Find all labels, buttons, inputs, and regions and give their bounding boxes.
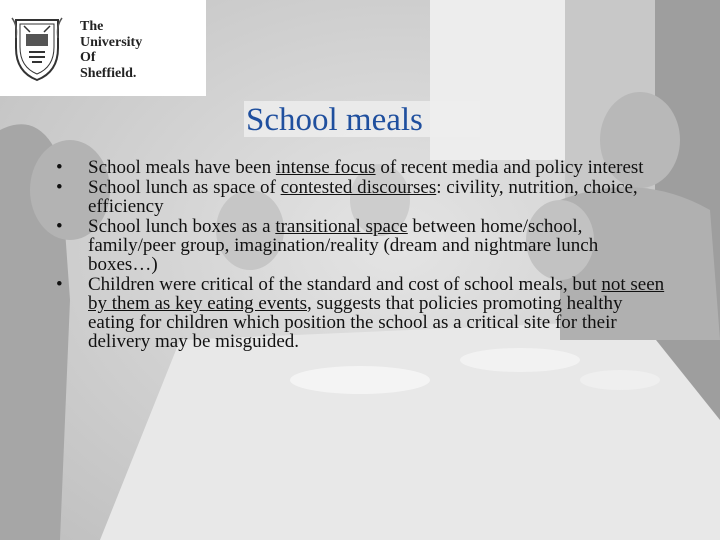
- bullet-icon: •: [56, 157, 63, 178]
- bullet-icon: •: [56, 216, 63, 237]
- bullet-icon: •: [56, 274, 63, 295]
- bullet-item: [56, 158, 666, 177]
- logo-line: Of: [80, 50, 96, 65]
- bullet-item: [56, 217, 666, 274]
- bullet-icon: •: [56, 177, 63, 198]
- logo-line: The: [80, 19, 104, 34]
- bullet-underlined-text: intense focus: [275, 157, 376, 178]
- bullet-list: [56, 158, 666, 352]
- slide-title: School meals: [246, 102, 423, 138]
- bullet-text: , suggests that policies promoting healthy eating for children which position the school as a critical site for their delivery may be misguided.: [88, 293, 623, 352]
- bullet-text: School lunch boxes as a: [88, 216, 276, 237]
- bullet-text: : civility, nutrition, choice, efficiency: [88, 177, 638, 217]
- university-name: [80, 19, 142, 81]
- bullet-text: School lunch as space of: [88, 177, 281, 198]
- university-crest-icon: [10, 14, 64, 84]
- bullet-text: Children were critical of the standard and cost of school meals, but: [88, 274, 602, 295]
- bullet-text: of recent media and policy interest: [375, 157, 644, 178]
- bullet-text: School meals have been: [88, 157, 276, 178]
- bullet-underlined-text: contested discourses: [280, 177, 437, 198]
- bullet-text: between home/school, family/peer group, imagination/reality (dream and nightmare lunch boxes…): [88, 216, 599, 275]
- bullet-item: [56, 275, 666, 351]
- slide-title-box: [244, 101, 480, 137]
- bullet-item: [56, 178, 666, 216]
- university-logo: [0, 0, 206, 96]
- logo-line: University: [80, 34, 143, 50]
- logo-line: Sheffield.: [80, 65, 137, 81]
- bullet-underlined-text: transitional space: [275, 216, 408, 237]
- bullet-underlined-text: not seen by them as key eating events: [88, 274, 665, 314]
